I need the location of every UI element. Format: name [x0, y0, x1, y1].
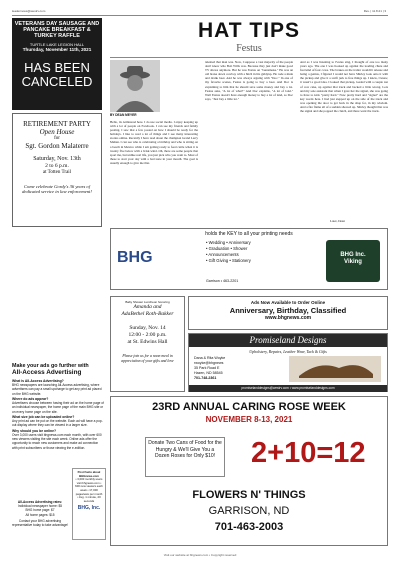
bhg-badge	[326, 240, 380, 282]
bhg-phone: Garrison • 463-2201	[206, 279, 239, 283]
column-text-1: Hello, its Armistead here. I do use social media. I enjoy keeping up with a lot of people on Facebook. I can see my friends and family posting. I saw that a few posted on how I should be ready for the holidays. I like to read a lot of things and I see many interesting stories online. Recently I have read about the champion Grand Larry Mahan. I can see who is celebrating a birthday and who is sitting on a beach in Mexico while I am getting ready to feed cattle when it is twenty five below with a brisk wind. Oh, there are some people that sport me, but unlike real life, you just pick who you want to. Most of these to start your day with a bad taste in your mouth. The goal is usually enough to give me that.	[110, 120, 198, 165]
retirement-place: at Totten Trail	[42, 169, 72, 175]
all-access-q3: What size job can be uploaded online?	[12, 414, 75, 419]
bhg-badge-line1: BHG Inc.	[340, 252, 366, 258]
baby-shower-ad	[110, 296, 185, 392]
rose-week-title: 23RD ANNUAL CARING ROSE WEEK	[152, 401, 346, 413]
veterans-line1: VETERANS DAY SAUSAGE AND	[14, 21, 100, 27]
promiseland-contact	[194, 356, 274, 381]
all-access-rates	[12, 500, 68, 527]
donate-box: Donate Two Cans of Food for the Hungry & We'll Give You a Dozen Roses for Only $10!	[145, 437, 225, 477]
bhg-tagline: holds the KEY to all your printing needs	[205, 231, 293, 237]
shower-note: Please join us for a noon meal in appreciation of your gifts and love	[121, 354, 174, 363]
veterans-date: Thursday, November 11th, 2021	[22, 47, 92, 52]
rose-week-dates: NOVEMBER 8-13, 2021	[205, 415, 293, 424]
all-access-title-line1: Make your ads go further with	[12, 363, 89, 369]
flowers-phone: 701-463-2003	[214, 521, 284, 533]
shower-time: 12:00 - 2:00 p.m.	[128, 332, 167, 338]
all-access-a4: Over 3,000 users visit bhgnews.com each month, with over 600 new viewers visiting the site each week. Online ads offer the opportunity to reach new customers and make ad connection with print subscribers or those viewing the e-edition.	[12, 433, 102, 450]
retirement-time: 2 to 6 p.m.	[45, 163, 69, 169]
rates-title: All-Access Advertising rates:	[17, 500, 63, 504]
online-ads-line1: Ads Now Available to Order Online	[250, 300, 326, 305]
retirement-date: Saturday, Nov. 13th	[33, 156, 81, 162]
sidebar-logo: BHG, Inc.	[77, 505, 101, 512]
column-text-3: And as I was listening to Festus sing, I thought of one too many years ago. The one I was hooked up against the loading chute and fast kind of four cows. The brakes on the trailer wouldn't release and being a genius, I figured I would not have Shirley look onto it with the pickup and give it a swift jerk to free things up. I knew, I knew, it wasn't a good idea. I looked that pickup, loaded with a couple ton of cow cake, up against that truck and backed a little wrong. Lots and my sole assistant that when I gave her the signal, she was going to have to kick "pretty hard." Now pretty hard and "signal" are the key words here. I had just stepped up on the side of the truck and was opening the door to get back in the shop for, in my wisdom. And a fire flame all of a sudden showed up. Shirley thought that was the signal and she popped the clutch, and there went the truck.	[300, 60, 388, 114]
all-access-sidebar	[72, 468, 106, 540]
byline: BY DEAN MEYER	[110, 113, 137, 117]
all-access-q4: Why should you be online?	[12, 428, 57, 433]
online-ads-url: www.bhgnews.com	[264, 315, 312, 321]
rate-item: All home pages: $15	[25, 512, 55, 517]
column-subtitle: Festus	[236, 43, 262, 54]
bhg-service-item: • Announcements	[206, 252, 239, 257]
sidebar-title: Post Facto about BHGnews.com	[77, 470, 101, 478]
rates-contact: Contact your BHG advertising representative today to take advantage!	[12, 518, 68, 528]
rate-item: Individual newspaper home: $5	[17, 504, 63, 509]
person-silhouette-icon	[110, 60, 160, 112]
veterans-venue: TURTLE LAKE LEGION HALL	[29, 42, 85, 47]
bhg-printing-ad	[110, 228, 388, 290]
saddle-icon	[289, 356, 381, 382]
bhg-logo: BHG	[117, 249, 153, 266]
flowers-town: GARRISON, ND	[208, 505, 290, 517]
all-access-q2: Where do ads appear?	[12, 396, 49, 401]
veterans-line3: TURKEY RAFFLE	[34, 33, 80, 39]
veterans-status-line2: CANCELED	[21, 73, 93, 89]
retirement-line2: Open House	[39, 128, 75, 136]
veterans-status-line1: HAS BEEN	[24, 59, 90, 75]
column-title: HAT TIPS	[197, 19, 301, 42]
all-access-q1: What is All-Access Advertising?	[12, 378, 64, 383]
promiseland-addr3: Hazen, ND 58545	[194, 371, 223, 375]
retirement-party-ad	[12, 113, 102, 227]
promiseland-name: Promiseland Designs	[189, 334, 387, 347]
shower-when: Sunday, Nov. 14	[129, 325, 166, 331]
promiseland-ad	[188, 333, 388, 392]
online-ads-line2: Anniversary, Birthday, Classified	[229, 306, 347, 315]
shower-place: at St. Edwins Hall	[127, 339, 168, 345]
page-info: Rev. | 11.8.21 | 3	[363, 9, 386, 13]
shower-line1: Baby Shower Luncheon honoring	[125, 300, 170, 304]
footer-text: Visit our website at bhgnews.com • Copyright reserved	[163, 553, 237, 557]
bhg-service-item: • Gift Giving • Stationery	[206, 258, 251, 263]
bhg-badge-line2: Viking	[344, 259, 362, 265]
promiseland-phone: 701-748-2361	[194, 376, 217, 380]
column-text-2: talented that man was. Now, I suppose a vast majority of the people don't know who Bob Wills was. Because they just don't make good TV shows anymore. But he was Festus on "Gunsmoke." He was an old broke down cowboy with a hitch in his giddyup. He rode a mule and drank beer. And he was always arguing with "Doc." In one of my favorite scenes, Festus is going to buy a beer. And Doc is explaining to him that he should save some money and buy a lot. Festus asks, "A lot of what?" And Doc explains, "A lot of land." Well Festus doesn't have enough money to buy a lot of land, so Doc says, "Just buy a little lot."	[205, 60, 293, 101]
author-photo	[110, 60, 160, 112]
caring-rose-week-ad	[110, 396, 388, 546]
veterans-day-ad	[12, 18, 102, 110]
bhg-service-item: • Wedding • Anniversary	[206, 240, 251, 245]
shower-line2: Amanda and	[133, 304, 162, 310]
promo-equation: 2+10=12	[251, 437, 366, 469]
promiseland-owners: Dana & Rita Woyke	[194, 356, 226, 360]
all-access-a3: Any print ad can be put on the website. Each ad will have a pop-out display where they can be viewed in a larger size.	[12, 419, 103, 428]
retirement-honoree: Sgt. Gordon Malaterre	[25, 142, 89, 150]
rate-item: BHG home page: $7	[25, 508, 55, 513]
retirement-note: Come celebrate Gordy's 36 years of dedicated service in law enforcement!	[22, 183, 92, 195]
online-ads-banner	[188, 296, 388, 330]
website-url: leadernews@westrv.com	[12, 9, 46, 13]
sign-off: Later, Dean	[330, 219, 345, 223]
all-access-a2: Advertisers choose between having their ad on the home page of an individual newspaper, the home page of the main BHG site or on every home page on the site.	[12, 401, 104, 414]
promiseland-sub: Upholstery, Repairs, Leather Wear, Tack & Gifts	[249, 349, 327, 354]
promiseland-addr1: rwoyke@bhgnews	[194, 361, 224, 365]
bhg-service-item: • Graduation • Shower	[206, 246, 248, 251]
flowers-name: FLOWERS N' THINGS	[192, 489, 306, 501]
shower-line3: AdaBethel Roth-Bakker	[121, 310, 174, 317]
sidebar-text: • 3,000 monthly users visit bhgnews.com • 600 new viewers each week • 17,000 pageviews per month • Avg. 1 minute, 20 seconds	[75, 477, 103, 503]
promiseland-web: promiselanddesigns@westrv.com • www.promiselanddesigns.com	[189, 385, 387, 392]
veterans-line2: PANCAKE BREAKFAST &	[23, 27, 91, 33]
bhg-services	[206, 240, 296, 264]
promiseland-addr2: 35 Park Road E	[194, 366, 220, 370]
retirement-line3: for	[54, 136, 60, 141]
all-access-title-line2: All-Access Advertising	[12, 369, 82, 377]
all-access-a1: BHG newspapers are launching All-Access advertising, where advertisers can pay a small upcharge to get any print ad placed on the BHG website.	[12, 383, 102, 396]
retirement-line1: RETIREMENT PARTY	[23, 120, 91, 128]
